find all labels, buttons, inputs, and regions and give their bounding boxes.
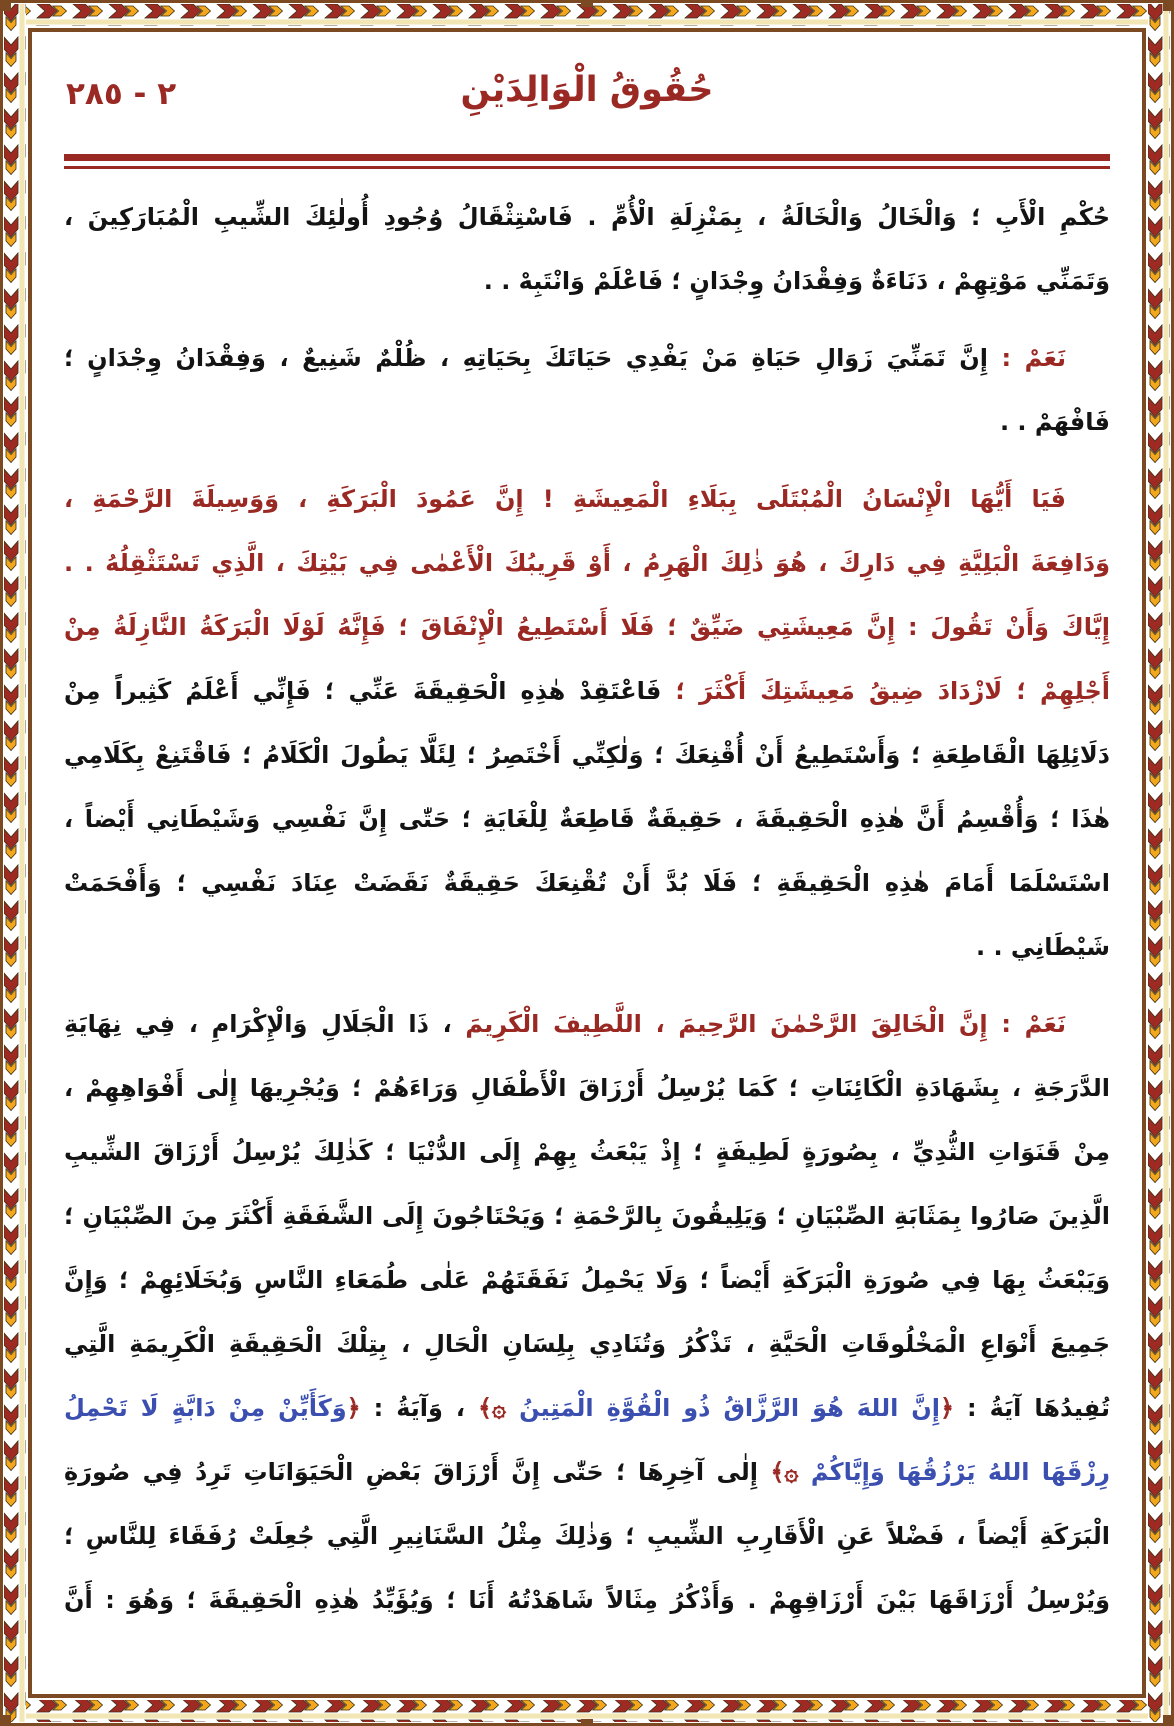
text-line [64, 723, 1110, 787]
text-line [64, 1056, 1110, 1120]
emphasis-text: ﴿ [940, 1394, 955, 1422]
text-line [64, 390, 1110, 454]
text-line [64, 467, 1110, 531]
header-rule-thick [64, 154, 1110, 161]
text-line [64, 1312, 1110, 1376]
quran-verse: رِزْقَهَا اللهُ يَرْزُقُهَا وَإِيَّاكُمْ [810, 1458, 1110, 1486]
body-segment: وَتَمَنِّي مَوْتِهِمْ ، دَنَاءَةٌ وَفِقْدَانُ وِجْدَانٍ ؛ فَاعْلَمْ وَانْتَبِهْ . . [483, 267, 1110, 295]
body-segment: الَّذِينَ صَارُوا بِمَثَابَةِ الصِّبْيَانِ ؛ وَيَلِيقُونَ بِالرَّحْمَةِ ؛ وَيَحْتَاجُونَ إِلَى الشَّفَقَةِ أَكْثَرَ مِنَ الصِّبْيَانِ ؛ [64, 1202, 1110, 1230]
body-segment: ، ذَا الْجَلَالِ وَالْإِكْرَامِ ، فِي نِهَايَةِ [64, 1010, 466, 1038]
header-rule-thin [64, 166, 1110, 169]
text-line [64, 787, 1110, 851]
body-segment: مِنْ قَنَوَاتِ الثُّدِيِّ ، بِصُورَةٍ لَطِيفَةٍ ؛ إِذْ يَبْعَثُ بِهِمْ إِلَى الدُّنْيَا ؛ كَذٰلِكَ يُرْسِلُ أَرْزَاقَ الشِّيبِ [64, 1138, 1110, 1166]
emphasis-text: ﴿ [346, 1394, 361, 1422]
quran-verse: وَكَأَيِّنْ مِنْ دَابَّةٍ لَا تَحْمِلُ [64, 1394, 347, 1422]
emphasis-text: فَيَا أَيُّهَا الْإِنْسَانُ الْمُبْتَلَى بِبَلَاءِ الْمَعِيشَةِ ! إِنَّ عَمُودَ الْبَرَكَةِ ، وَوَسِيلَةَ الرَّحْمَةِ ، [64, 485, 1066, 513]
text-line [64, 1568, 1110, 1632]
body-segment: حُكْمِ الْأَبِ ؛ وَالْخَالُ وَالْخَالَةُ ، بِمَنْزِلَةِ الْأُمِّ . فَاسْتِثْقَالُ وُجُودِ أُولٰئِكَ الشِّيبِ الْمُبَارَكِينَ ، [64, 203, 1110, 231]
text-line [64, 326, 1110, 390]
text-line [64, 595, 1110, 659]
body-segment: الْبَرَكَةِ أَيْضاً ، فَضْلاً عَنِ الْأَقَارِبِ الشِّيبِ ؛ وَذٰلِكَ مِثْلُ السَّنَانِيرِ الَّتِي جُعِلَتْ رُفَقَاءَ لِلنَّاسِ ؛ [64, 1522, 1110, 1550]
emphasis-text: نَعَمْ : [987, 344, 1066, 372]
text-line [64, 851, 1110, 915]
emphasis-text: ۞﴾ [770, 1458, 811, 1486]
header-rules [64, 154, 1110, 169]
body-segment: إِلٰى آخِرِهَا ؛ حَتّٰى إِنَّ أَرْزَاقَ بَعْضِ الْحَيَوَانَاتِ تَرِدُ فِي صُورَةِ [64, 1458, 771, 1486]
emphasis-text: وَدَافِعَةَ الْبَلِيَّةِ فِي دَارِكَ ، هُوَ ذٰلِكَ الْهَرِمُ ، أَوْ قَرِيبُكَ الْأَعْمٰى فِي بَيْتِكَ ، الَّذِي تَسْتَثْقِلُهُ . . [64, 549, 1110, 577]
text-line [64, 992, 1110, 1056]
text-line [64, 915, 1110, 979]
text-line [64, 531, 1110, 595]
body-segment: دَلَائِلِهَا الْقَاطِعَةِ ؛ وَأَسْتَطِيعُ أَنْ أُقْنِعَكَ ؛ وَلٰكِنِّي أَخْتَصِرُ ؛ لِئَلَّا يَطُولَ الْكَلَامُ ؛ فَاقْتَنِعْ بِكَلَامِي [64, 741, 1110, 769]
body-segment: ، وَآيَةُ : [360, 1394, 478, 1422]
body-segment: شَيْطَانِي . . [975, 933, 1110, 961]
body-segment: وَيُرْسِلُ أَرْزَاقَهَا بَيْنَ أَرْزَاقِهِمْ . وَأَذْكُرُ مِثَالاً شَاهَدْتُهُ أَنَا ؛ وَيُؤَيِّدُ هٰذِهِ الْحَقِيقَةَ ؛ وَهُوَ : أَنَّ [64, 1586, 1110, 1614]
text-line [64, 1440, 1110, 1504]
text-line [64, 1120, 1110, 1184]
emphasis-text: ۞﴾ [477, 1394, 520, 1422]
page-content [64, 50, 1110, 1666]
body-segment: إِنَّ تَمَنِّيَ زَوَالِ حَيَاةِ مَنْ يَفْدِي حَيَاتَكَ بِحَيَاتِهِ ، ظُلْمٌ شَنِيعٌ ، وَفِقْدَانُ وِجْدَانٍ ؛ [64, 344, 988, 372]
body-segment: جَمِيعَ أَنْوَاعِ الْمَخْلُوقَاتِ الْحَيَّةِ ، تَذْكُرُ وَتُنَادِي بِلِسَانِ الْحَالِ ، بِتِلْكَ الْحَقِيقَةِ الْكَرِيمَةِ الَّتِي [64, 1330, 1110, 1358]
emphasis-text: إِيَّاكَ وَأَنْ تَقُولَ : إِنَّ مَعِيشَتِي ضَيِّقٌ ؛ فَلَا أَسْتَطِيعُ الْإِنْفَاقَ ؛ فَإِنَّهُ لَوْلَا الْبَرَكَةُ النَّازِلَةُ مِنْ [64, 613, 1110, 641]
emphasis-text: نَعَمْ : إِنَّ الْخَالِقَ الرَّحْمٰنَ الرَّحِيمَ ، اللَّطِيفَ الْكَرِيمَ [465, 1010, 1067, 1038]
body-segment: اسْتَسْلَمَا أَمَامَ هٰذِهِ الْحَقِيقَةِ ؛ فَلَا بُدَّ أَنْ تُقْنِعَكَ حَقِيقَةٌ نَقَضَتْ عِنَادَ نَفْسِي ؛ وَأَفْحَمَتْ [64, 869, 1110, 897]
page-number: ٢ - ٢٨٥ [66, 76, 177, 112]
page-header [64, 50, 1110, 142]
text-line [64, 659, 1110, 723]
body-segment: فَاعْتَقِدْ هٰذِهِ الْحَقِيقَةَ عَنِّي ؛ فَإِنِّي أَعْلَمُ كَثِيراً مِنْ [64, 677, 662, 705]
text-line [64, 249, 1110, 313]
text-line [64, 1504, 1110, 1568]
text-line [64, 185, 1110, 249]
text-line [64, 1184, 1110, 1248]
text-line [64, 1376, 1110, 1440]
body-segment: وَيَبْعَثُ بِهَا فِي صُورَةِ الْبَرَكَةِ أَيْضاً ؛ وَلَا يَحْمِلُ نَفَقَتَهُمْ عَلٰى طُمَعَاءِ النَّاسِ وَبُخَلَائِهِمْ ؛ وَإِنَّ [64, 1266, 1110, 1294]
body-segment: تُفِيدُهَا آيَةُ : [954, 1394, 1110, 1422]
page-title: حُقُوقُ الْوَالِدَيْنِ [460, 70, 714, 110]
text-line [64, 1248, 1110, 1312]
quran-verse: إِنَّ اللهَ هُوَ الرَّزَّاقُ ذُو الْقُوَّةِ الْمَتِينُ [519, 1394, 941, 1422]
body-segment: الدَّرَجَةِ ، بِشَهَادَةِ الْكَائِنَاتِ ؛ كَمَا يُرْسِلُ أَرْزَاقَ الْأَطْفَالِ وَرَاءَهُمْ ؛ وَيُجْرِيهَا إِلٰى أَفْوَاهِهِمْ ، [64, 1074, 1110, 1102]
body-segment: فَافْهَمْ . . [999, 408, 1110, 436]
body-text [64, 185, 1110, 1632]
body-segment: هٰذَا ؛ وَأُقْسِمُ أَنَّ هٰذِهِ الْحَقِيقَةَ ، حَقِيقَةٌ قَاطِعَةٌ لِلْغَايَةِ ؛ حَتّٰى إِنَّ نَفْسِي وَشَيْطَانِي أَيْضاً ، [64, 805, 1110, 833]
emphasis-text: أَجْلِهِمْ ؛ لَازْدَادَ ضِيقُ مَعِيشَتِكَ أَكْثَرَ ؛ [661, 677, 1110, 705]
